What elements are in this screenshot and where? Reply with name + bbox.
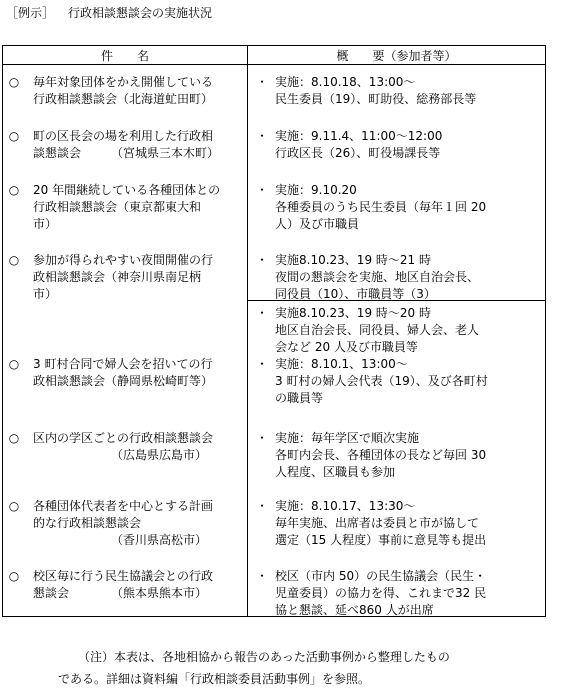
bullet: ・ [256,357,269,371]
summary-line: 協と懇談、延べ860 人が出席 [275,603,434,617]
summary-line: 各種委員のうち民生委員（毎年１回 20 [275,200,487,214]
table-body-row [3,65,546,617]
bullet: ・ [256,183,269,197]
summary-line: 実施8.10.23、19 時～20 時 [275,306,431,320]
bullet: ・ [256,129,269,143]
note-line-1: （注）本表は、各地相協から報告のあった活動事例から整理したもの [78,650,450,664]
circle-mark: ○ [8,431,20,445]
summary-line: 実施：8.10.18、13:00～ [275,75,416,89]
summary-line: の職員等 [275,391,324,405]
header-name: 件 名 [3,46,248,65]
item-name-line: 談懇談会 （宮城県三本木町） [33,146,220,160]
item-name-line: （香川県高松市） [33,533,208,547]
name-column [3,65,248,617]
header-summary: 概 要（参加者等） [248,46,546,65]
summary-divider [248,300,545,301]
summary-line: 児童委員）の協力を得、これまで32 民 [275,586,487,600]
item-name-line: 参加が得られやすい夜間開催の行 [33,253,214,267]
item-name-line: 市） [33,217,58,231]
item-name-line: 町の区長会の場を利用した行政相 [33,129,214,143]
summary-line: 実施：9.10.20 [275,183,357,197]
item-name-line: 3 町村合同で婦人会を招いての行 [33,357,213,371]
circle-mark: ○ [8,75,20,89]
summary-line: 人）及び市職員 [275,217,360,231]
item-name-line: 各種団体代表者を中心とする計画 [33,499,214,513]
item-name-line: 政相談懇談会（静岡県松崎町等） [33,374,214,388]
summary-line: 校区（市内 50）の民生協議会（民生・ [275,569,487,583]
bullet: ・ [256,75,269,89]
summary-line: 実施8.10.23、19 時～21 時 [275,253,431,267]
bullet: ・ [256,569,269,583]
summary-line: 毎年実施、出席者は委員と市が協して [275,516,480,530]
summary-line: 同役員（10）、市職員等（3） [275,287,436,301]
item-name-line: 20 年間継続している各種団体との [33,183,221,197]
note-line-2: である。詳細は資料編「行政相談委員活動事例」を参照。 [58,672,371,686]
item-name-line: 的な行政相談懇談会 [33,516,142,530]
item-name-line: 区内の学区ごとの行政相談懇談会 [33,431,214,445]
page-title [6,4,226,21]
summary-line: 実施：9.11.4、11:00～12:00 [275,129,443,143]
item-name-line: 行政相談懇談会（東京都東大和 [33,200,202,214]
summary-line: 実施：8.10.1、13:00～ [275,357,408,371]
item-name-line: 市） [33,287,58,301]
title-text: 行政相談懇談会の実施状況 [68,6,213,20]
item-name-line: 懇談会 （熊本県熊本市） [33,586,208,600]
item-name-line: 毎年対象団体をかえ開催している [33,75,214,89]
bullet: ・ [256,306,269,320]
summary-line: 実施：8.10.17、13:30～ [275,499,416,513]
table-header-row [3,46,546,65]
summary-line: 選定（15 人程度）事前に意見等も提出 [275,533,487,547]
circle-mark: ○ [8,183,20,197]
bullet: ・ [256,431,269,445]
item-name-line: 政相談懇談会（神奈川県南足柄 [33,270,202,284]
circle-mark: ○ [8,499,20,513]
summary-line: 地区自治会長、同役員、婦人会、老人 [275,323,480,337]
item-name-line: 行政相談懇談会（北海道虻田町） [33,92,214,106]
circle-mark: ○ [8,253,20,267]
summary-column [248,65,546,617]
summary-line: 会など 20 人及び市職員等 [275,340,418,354]
summary-line: 各町内会長、各種団体の長など毎回 30 [275,448,487,462]
title-tag: ［例示］ [6,6,55,20]
circle-mark: ○ [8,569,20,583]
summary-line: 実施：毎年学区で順次実施 [275,431,420,445]
item-name-line: 校区毎に行う民生協議会との行政 [33,569,214,583]
summary-line: 人程度、区職員も参加 [275,465,396,479]
bullet: ・ [256,499,269,513]
circle-mark: ○ [8,357,20,371]
bullet: ・ [256,253,269,267]
circle-mark: ○ [8,129,20,143]
summary-line: 民生委員（19）、町助役、総務部長等 [275,92,477,106]
summary-line: 3 町村の婦人会代表（19）、及び各町村 [275,374,488,388]
summary-line: 夜間の懇談会を実施、地区自治会長、 [275,270,480,284]
activity-table [2,45,546,617]
item-name-line: （広島県広島市） [33,448,208,462]
summary-line: 行政区長（26）、町役場課長等 [275,146,441,160]
